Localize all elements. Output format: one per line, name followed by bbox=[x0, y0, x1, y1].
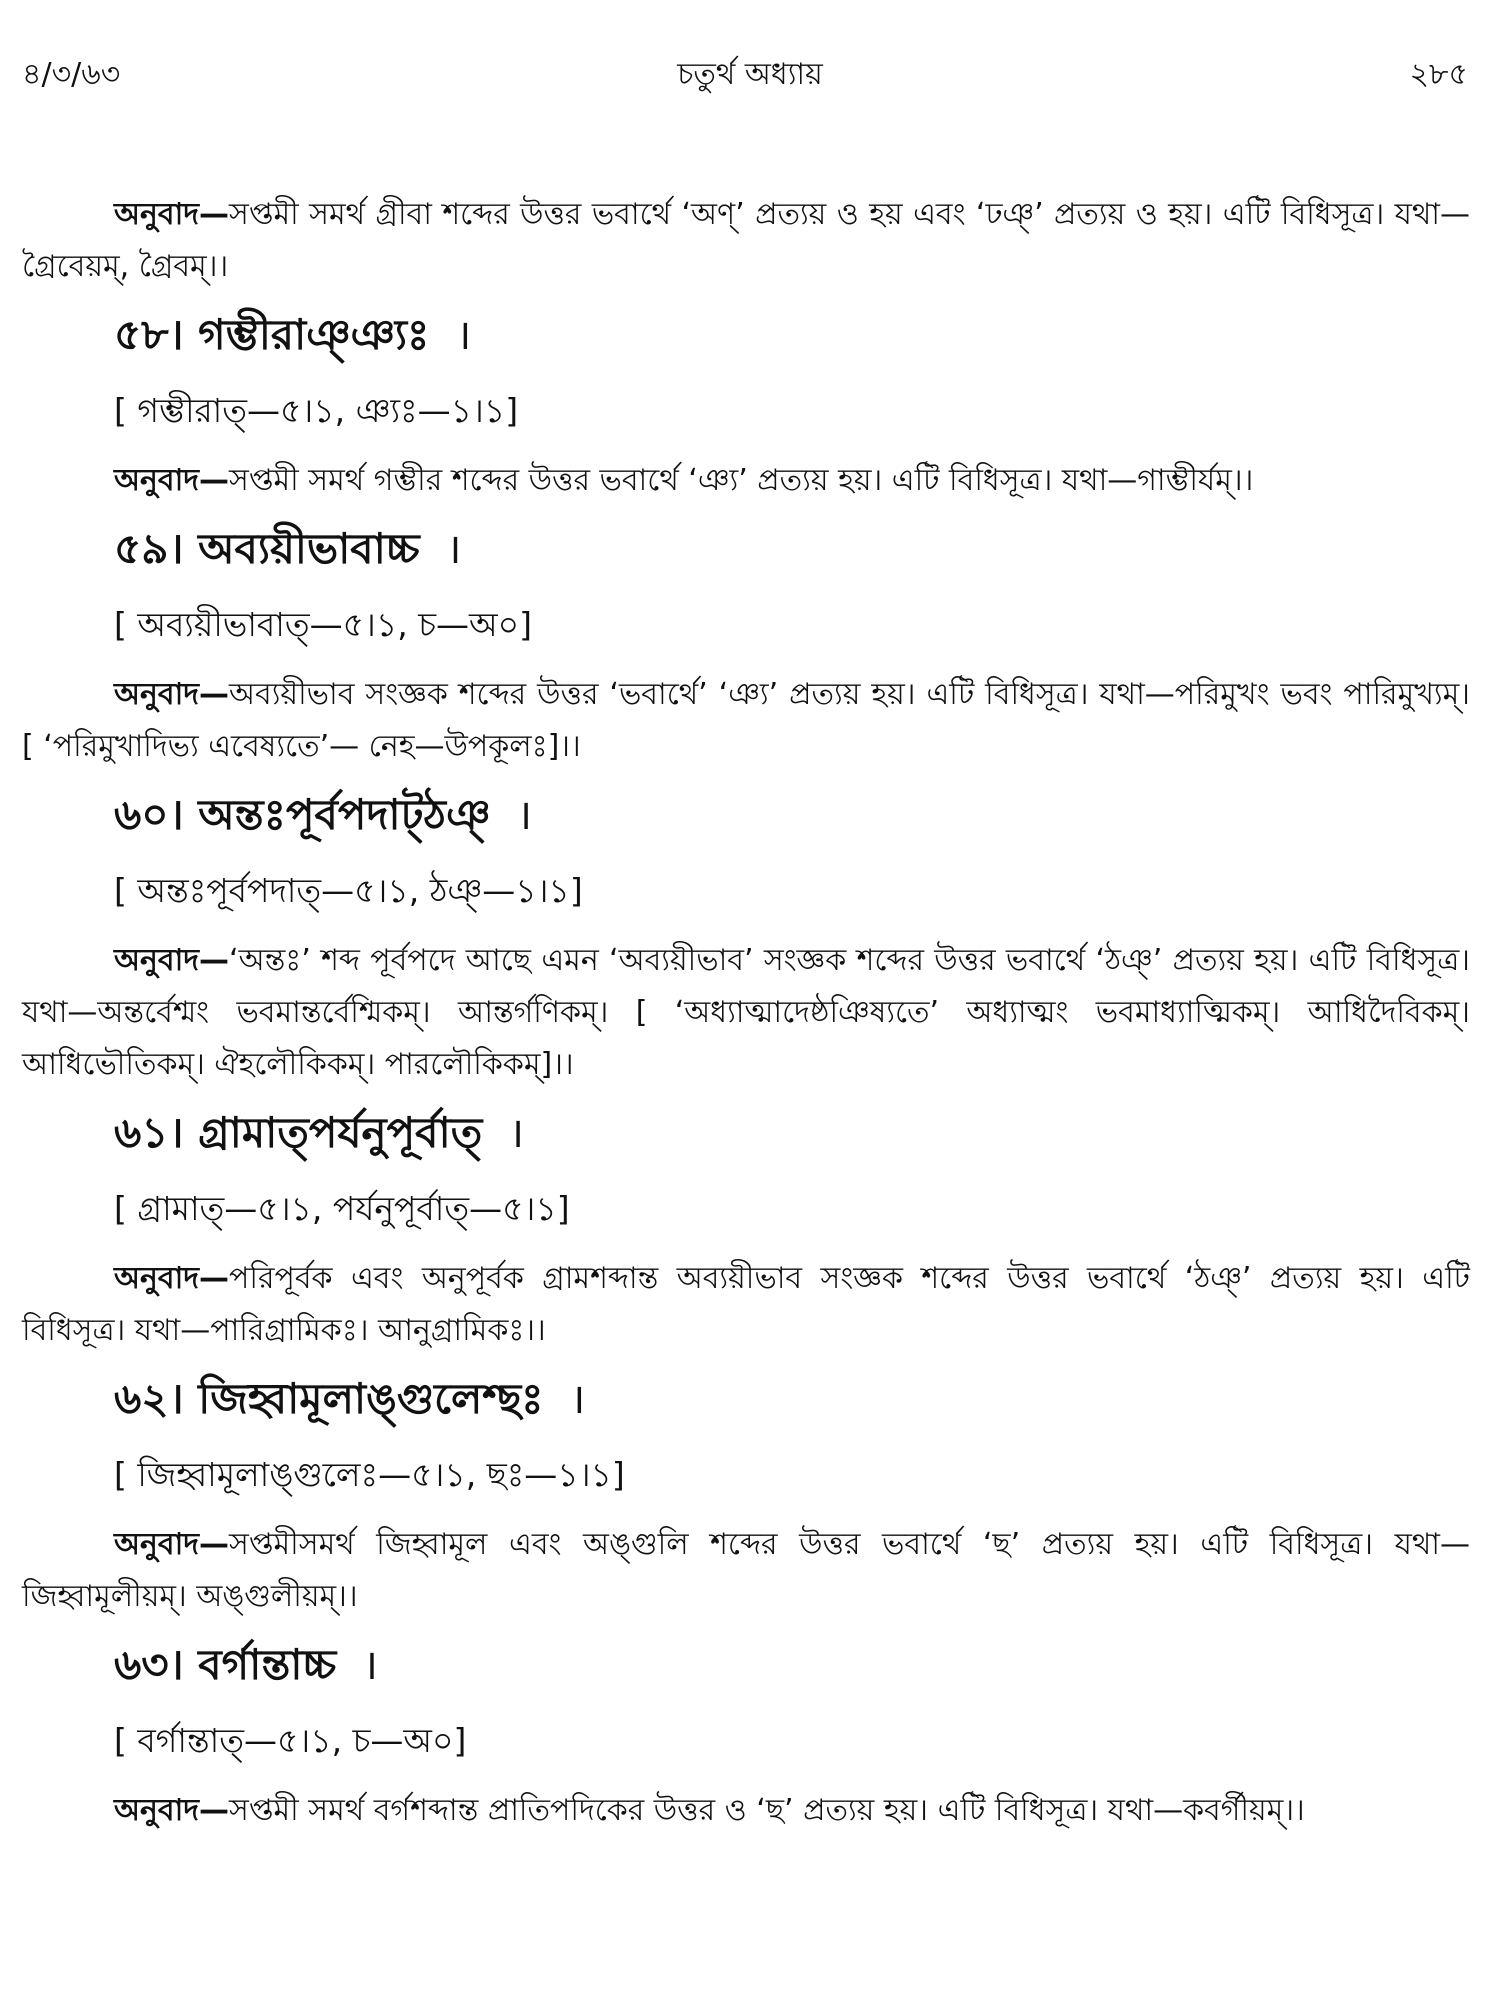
sutra-heading bbox=[114, 521, 1470, 577]
sutra-title: ৫৯। অব্যয়ীভাবাচ্চ bbox=[114, 524, 420, 573]
sutra-analysis: [ অন্তঃপূর্বপদাত্—৫।১, ঠঞ্—১।১] bbox=[114, 871, 583, 910]
translation-text: ‘অন্তঃ’ শব্দ পূর্বপদে আছে এমন ‘অব্যয়ীভাব’ সংজ্ঞক শব্দের উত্তর ভবার্থে ‘ঠঞ্’ প্রত্যয় হয়। এটি বিধিসূত্র। যথা—অন্তর্বেশ্মং ভবমান্তর্বেশ্মিকম্। আন্তর্গণিকম্। [ ‘অধ্যাত্মাদেষ্ঠঞিষ্যতে’ অধ্যাত্মং ভবমাধ্যাত্মিকম্। আধিদৈবিকম্। আধিভৌতিকম্। ঐহলৌকিকম্। পারলৌকিকম্]।। bbox=[22, 943, 1470, 1082]
sutra-danda: । bbox=[445, 524, 462, 573]
sutra-analysis: [ গম্ভীরাত্—৫।১, ঞ্যঃ—১।১] bbox=[114, 391, 519, 430]
chapter-title: চতুর্থ অধ্যায় bbox=[677, 57, 823, 92]
translation-text: পরিপূর্বক এবং অনুপূর্বক গ্রামশব্দান্ত অব্যয়ীভাব সংজ্ঞক শব্দের উত্তর ভবার্থে ‘ঠঞ্’ প্রত্যয় হয়। এটি বিধিসূত্র। যথা—পারিগ্রামিকঃ। আনুগ্রামিকঃ।। bbox=[22, 1261, 1470, 1348]
sutra-translation bbox=[22, 455, 1470, 507]
translation-lead: অনুবাদ— bbox=[114, 197, 230, 232]
translation-lead: অনুবাদ— bbox=[114, 943, 230, 978]
sutra-danda: । bbox=[569, 1374, 586, 1423]
translation-lead: অনুবাদ— bbox=[114, 1793, 230, 1828]
sutra-danda: । bbox=[516, 790, 533, 839]
sutra-heading bbox=[114, 1637, 1470, 1693]
sutra-danda: । bbox=[362, 1640, 379, 1689]
sutra-title: ৬২। জিহ্বামূলাঙ্গুলেশ্ছঃ bbox=[114, 1374, 544, 1423]
translation-lead: অনুবাদ— bbox=[114, 677, 230, 712]
translation-lead: অনুবাদ— bbox=[114, 1261, 230, 1296]
sutra-analysis: [ জিহ্বামূলাঙ্গুলেঃ—৫।১, ছঃ—১।১] bbox=[114, 1455, 625, 1494]
sutra-title: ৬৩। বর্গান্তাচ্চ bbox=[114, 1640, 337, 1689]
sutra-analysis: [ বর্গান্তাত্—৫।১, চ—অ০] bbox=[114, 1721, 467, 1760]
sutra-heading bbox=[114, 1371, 1470, 1427]
translation-text: সপ্তমী সমর্থ বর্গশব্দান্ত প্রাতিপদিকের উত্তর ও ‘ছ’ প্রত্যয় হয়। এটি বিধিসূত্র। যথা—কবর্গীয়ম্।। bbox=[229, 1793, 1305, 1828]
intro-paragraph bbox=[22, 189, 1470, 293]
sutra-title: ৬১। গ্রামাত্পর্যনুপূর্বাত্ bbox=[114, 1108, 483, 1157]
sutra-heading bbox=[114, 787, 1470, 843]
translation-text: সপ্তমী সমর্থ গম্ভীর শব্দের উত্তর ভবার্থে ‘ঞ্য’ প্রত্যয় হয়। এটি বিধিসূত্র। যথা—গাম্ভীর্যম্।। bbox=[229, 463, 1254, 498]
sutra-analysis: [ অব্যয়ীভাবাত্—৫।১, চ—অ০] bbox=[114, 605, 532, 644]
sutra-translation bbox=[22, 669, 1470, 773]
running-head bbox=[22, 50, 1470, 101]
sutra-heading bbox=[114, 1105, 1470, 1161]
sutra-translation bbox=[22, 1785, 1470, 1837]
translation-lead: অনুবাদ— bbox=[114, 463, 230, 498]
sutra-translation bbox=[22, 1519, 1470, 1623]
sutra-heading bbox=[114, 307, 1470, 363]
sutra-translation bbox=[22, 1253, 1470, 1357]
translation-text: অব্যয়ীভাব সংজ্ঞক শব্দের উত্তর ‘ভবার্থে’ ‘ঞ্য’ প্রত্যয় হয়। এটি বিধিসূত্র। যথা—পরিমুখং ভবং পারিমুখ্যম্। [ ‘পরিমুখাদিভ্য এবেষ্যতে’— নেহ—উপকূলঃ]।। bbox=[22, 677, 1470, 764]
sutra-title: ৫৮। গম্ভীরাঞ্ঞ্যঃ bbox=[114, 310, 430, 359]
sutra-title: ৬০। অন্তঃপূর্বপদাট্ঠঞ্ bbox=[114, 790, 491, 839]
sutra-danda: । bbox=[508, 1108, 525, 1157]
sutra-translation bbox=[22, 935, 1470, 1091]
translation-text: সপ্তমী সমর্থ গ্রীবা শব্দের উত্তর ভবার্থে ‘অণ্’ প্রত্যয় ও হয় এবং ‘ঢঞ্’ প্রত্যয় ও হয়। এটি বিধিসূত্র। যথা—গ্রৈবেয়ম্, গ্রৈবম্।। bbox=[22, 197, 1470, 284]
translation-text: সপ্তমীসমর্থ জিহ্বামূল এবং অঙ্গুলি শব্দের উত্তর ভবার্থে ‘ছ’ প্রত্যয় হয়। এটি বিধিসূত্র। যথা—জিহ্বামূলীয়ম্। অঙ্গুলীয়ম্।। bbox=[22, 1527, 1470, 1614]
page-number: ২৮৫ bbox=[1409, 57, 1468, 92]
section-reference: ৪/৩/৬৩ bbox=[22, 57, 121, 92]
sutra-analysis: [ গ্রামাত্—৫।১, পর্যনুপূর্বাত্—৫।১] bbox=[114, 1189, 570, 1228]
translation-lead: অনুবাদ— bbox=[114, 1527, 230, 1562]
sutra-danda: । bbox=[455, 310, 472, 359]
